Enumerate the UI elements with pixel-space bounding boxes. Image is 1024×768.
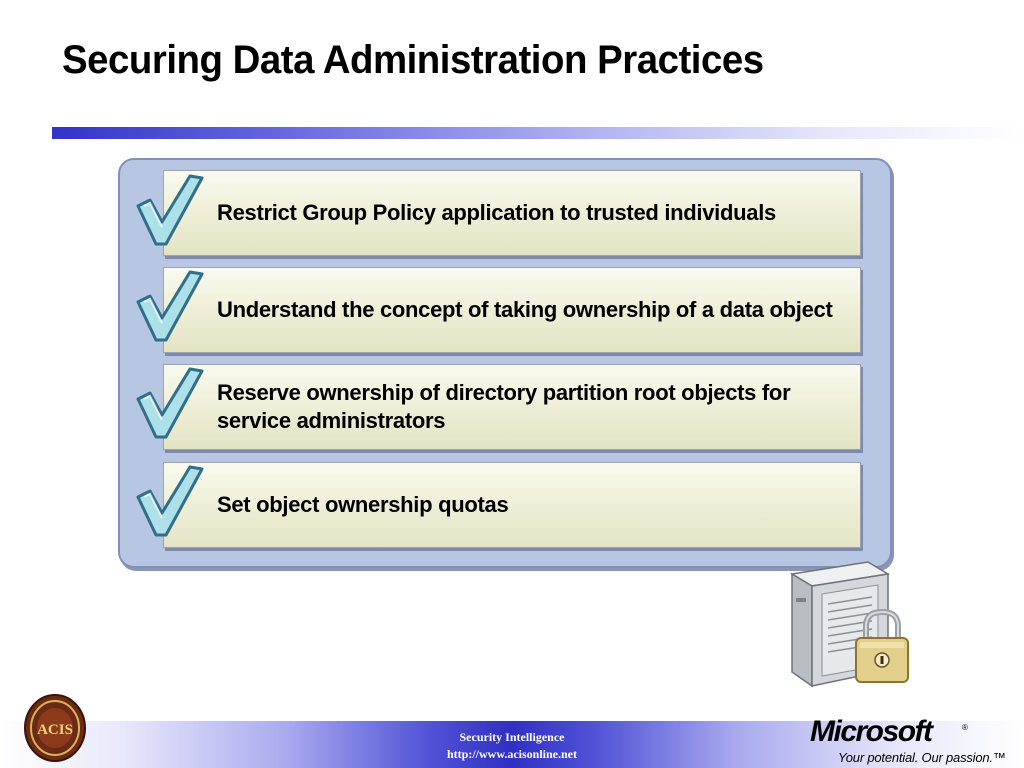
microsoft-logo: Microsoft: [810, 715, 932, 748]
acis-seal-icon: [22, 688, 88, 764]
list-item-text: Restrict Group Policy application to trusted individuals: [217, 200, 776, 225]
list-item: [163, 170, 861, 256]
footer-title: Security Intelligence: [459, 730, 565, 744]
svg-text:ACIS: ACIS: [37, 722, 73, 738]
list-item-text: Set object ownership quotas: [217, 492, 509, 517]
checkmark-icon: [132, 268, 206, 344]
registered-mark: ®: [962, 723, 968, 732]
list-item-text: Understand the concept of taking ownership of a data object: [217, 297, 833, 322]
list-item: [163, 364, 861, 450]
server-icon: [774, 560, 914, 692]
server-with-lock-image: [774, 560, 914, 692]
microsoft-tagline: Your potential. Our passion.™: [838, 750, 1006, 765]
checkmark-icon: [132, 172, 206, 248]
footer-url[interactable]: http://www.acisonline.net: [446, 747, 577, 761]
list-item-text: Reserve ownership of directory partition root objects for service administrators: [217, 380, 791, 433]
slide-title: Securing Data Administration Practices: [62, 38, 764, 82]
title-underline: [52, 127, 1024, 139]
list-item: [163, 267, 861, 353]
checkmark-icon: [132, 365, 206, 441]
list-item: [163, 462, 861, 548]
checkmark-icon: [132, 463, 206, 539]
